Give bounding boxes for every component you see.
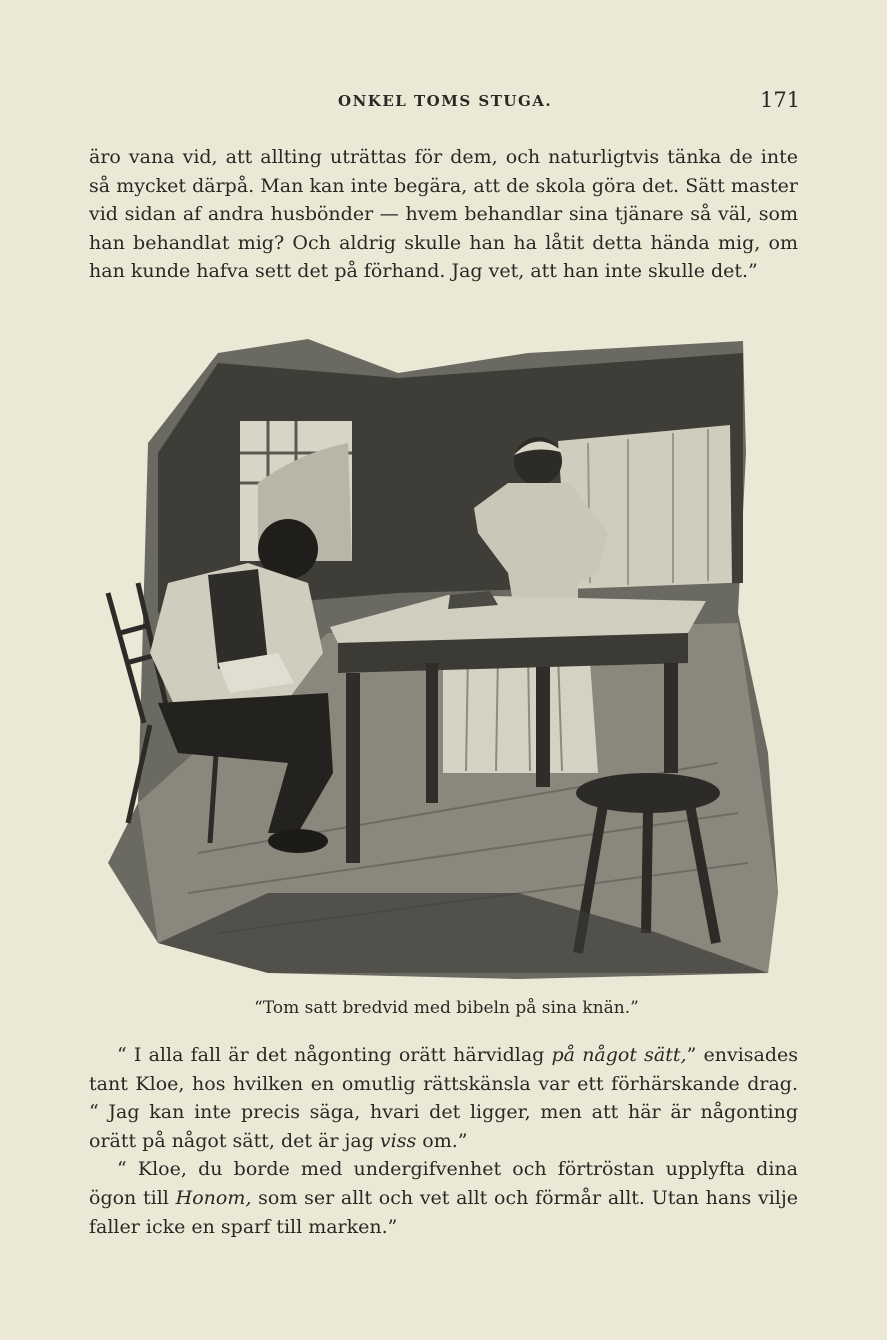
paragraph-kloe-open: “ I alla fall är det någonting orätt härvidlag [117, 1044, 552, 1066]
table-leg-front-right [536, 667, 550, 787]
paragraph-kloe-italic: på något sätt, [551, 1044, 687, 1066]
paragraph-tom-rest: som ser allt och vet allt och förmår allt. Utan hans vilje faller icke en sparf till marken.” [89, 1186, 798, 1238]
bottom-text-block [89, 1041, 798, 1241]
top-paragraph: äro vana vid, att allting uträttas för dem, och naturligtvis tänka de inte så mycket därpå. Man kan inte begära, att de skola göra det. Sätt master vid sidan af andra husbönder — hvem behandlar sina tjänare så väl, som han behandlat mig? Och aldrig skulle han ha låtit detta hända mig, om han kunde hafva sett det på förhand. Jag vet, att han inte skulle det.” [89, 146, 798, 283]
page-number: 171 [760, 88, 801, 112]
tom-vest [208, 569, 268, 669]
caption-text: “Tom satt bredvid med bibeln på sina knän.” [254, 998, 639, 1018]
illustration-tom-and-kloe [98, 333, 784, 983]
illustration-caption [0, 998, 887, 1018]
paragraph-kloe-rest: ” envisades tant Kloe, hos hvilken en omutlig rättskänsla var ett förhärskande drag. “ Jag kan inte precis säga, hvari det ligger, men att här är någonting orätt på något sätt, det är jag [89, 1044, 799, 1152]
table-leg-front-left [346, 673, 360, 863]
paragraph-kloe-end: om.” [416, 1129, 468, 1152]
paragraph-kloe [89, 1041, 798, 1155]
running-title: ONKEL TOMS STUGA. [338, 92, 553, 110]
paragraph-tom-open: “ Kloe, du borde med undergifvenhet och förtröstan upplyfta dina ögon till [89, 1158, 798, 1209]
top-text-block [89, 143, 798, 286]
table-leg-back-right [664, 663, 678, 773]
paragraph-tom-reply [89, 1155, 798, 1241]
paragraph-tom-italic: Honom, [175, 1186, 252, 1209]
table-leg-back-left [426, 663, 438, 803]
paragraph-kloe-italic2: viss [379, 1129, 417, 1152]
tom-shoe [268, 829, 328, 853]
